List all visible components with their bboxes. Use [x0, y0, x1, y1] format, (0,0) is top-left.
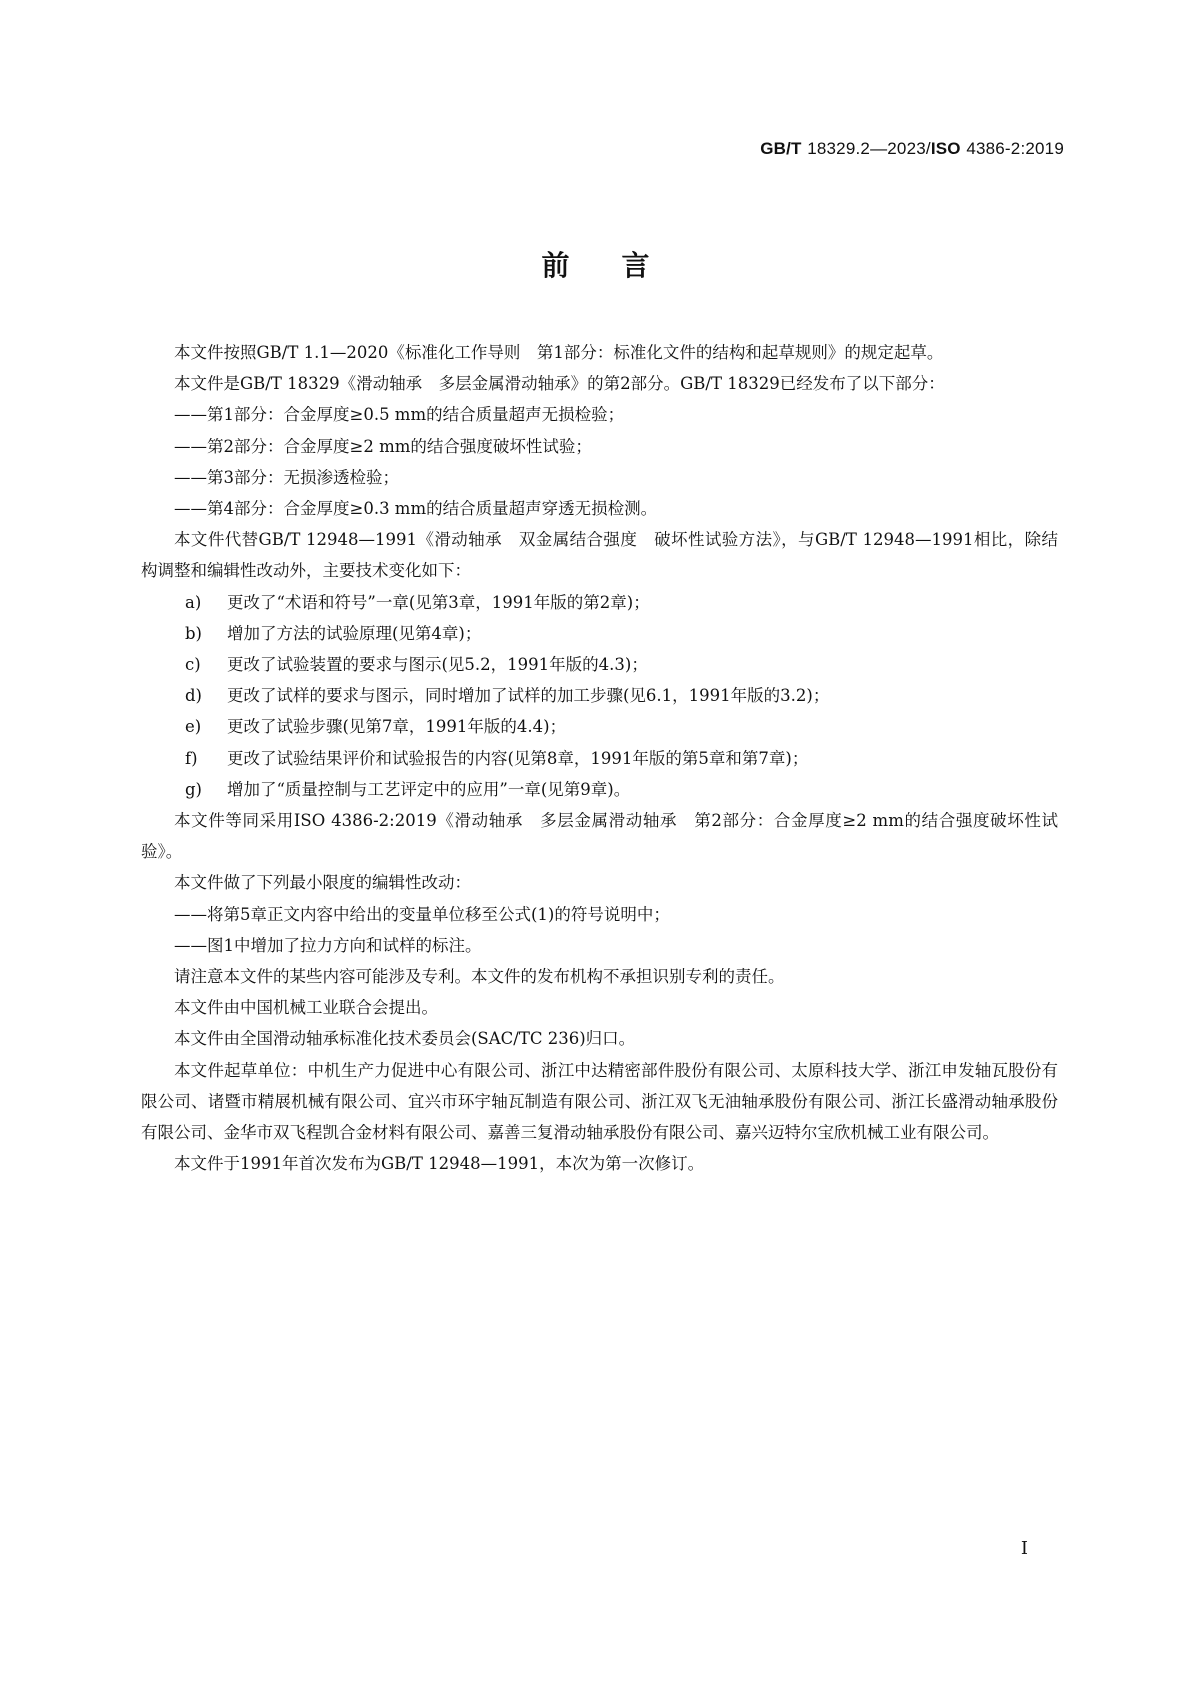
list-item: ——第3部分：无损渗透检验；: [174, 467, 399, 487]
change-item: [141, 618, 1058, 649]
paragraph: 本文件于1991年首次发布为GB/T 12948—1991，本次为第一次修订。: [174, 1154, 705, 1174]
paragraph: 本文件代替GB/T 12948—1991《滑动轴承 双金属结合强度 破坏性试验方法》，与GB/T 12948—1991相比，除结构调整和编辑性改动外，主要技术变化如下：: [141, 530, 1058, 581]
change-item: [141, 587, 1058, 618]
paragraph: 本文件起草单位：中机生产力促进中心有限公司、浙江中达精密部件股份有限公司、太原科技大学、浙江申发轴瓦股份有限公司、诸暨市精展机械有限公司、宜兴市环宇轴瓦制造有限公司、浙江双飞无油轴承股份有限公司、浙江长盛滑动轴承股份有限公司、金华市双飞程凯合金材料有限公司、嘉善三复滑动轴承股份有限公司、嘉兴迈特尔宝欣机械工业有限公司。: [141, 1060, 1058, 1143]
change-text: 增加了“质量控制与工艺评定中的应用”一章(见第9章)。: [227, 779, 631, 799]
change-text: 更改了试验装置的要求与图示(见5.2，1991年版的4.3)；: [227, 655, 648, 675]
change-label: e): [185, 717, 202, 737]
paragraph: 本文件做了下列最小限度的编辑性改动：: [174, 873, 471, 893]
change-item: [141, 774, 1058, 805]
change-label: a): [185, 592, 202, 612]
paragraph: 请注意本文件的某些内容可能涉及专利。本文件的发布机构不承担识别专利的责任。: [174, 967, 785, 987]
list-item: ——将第5章正文内容中给出的变量单位移至公式(1)的符号说明中；: [174, 904, 670, 924]
paragraph: 本文件是GB/T 18329《滑动轴承 多层金属滑动轴承》的第2部分。GB/T 18329已经发布了以下部分：: [174, 374, 945, 394]
standard-prefix: GB/T: [760, 139, 802, 158]
change-label: b): [185, 623, 202, 643]
iso-number: 4386-2:2019: [966, 139, 1064, 158]
change-item: [141, 711, 1058, 742]
change-label: g): [185, 779, 202, 799]
list-item: ——图1中增加了拉力方向和试样的标注。: [174, 935, 482, 955]
iso-prefix: ISO: [930, 139, 961, 158]
page-number: I: [1020, 1538, 1028, 1559]
change-item: [141, 743, 1058, 774]
list-item: ——第2部分：合金厚度≥2 mm的结合强度破坏性试验；: [174, 436, 592, 456]
paragraph: 本文件由中国机械工业联合会提出。: [174, 998, 438, 1018]
list-item: ——第1部分：合金厚度≥0.5 mm的结合质量超声无损检验；: [174, 405, 625, 425]
paragraph: 本文件由全国滑动轴承标准化技术委员会(SAC/TC 236)归口。: [174, 1029, 636, 1049]
paragraph: 本文件等同采用ISO 4386-2:2019《滑动轴承 多层金属滑动轴承 第2部分：合金厚度≥2 mm的结合强度破坏性试验》。: [141, 811, 1058, 862]
standard-number: 18329.2—2023/: [807, 139, 931, 158]
change-label: f): [185, 748, 198, 768]
change-label: c): [185, 655, 201, 675]
list-item: ——第4部分：合金厚度≥0.3 mm的结合质量超声穿透无损检测。: [174, 499, 658, 519]
change-text: 更改了试验结果评价和试验报告的内容(见第8章，1991年版的第5章和第7章)；: [227, 748, 809, 768]
paragraph: 本文件按照GB/T 1.1—2020《标准化工作导则 第1部分：标准化文件的结构和起草规则》的规定起草。: [174, 343, 944, 362]
foreword-body: [141, 337, 1058, 1179]
change-item: [141, 649, 1058, 680]
change-text: 更改了试验步骤(见第7章，1991年版的4.4)；: [227, 717, 567, 737]
change-text: 更改了试样的要求与图示，同时增加了试样的加工步骤(见6.1，1991年版的3.2)；: [227, 686, 830, 706]
change-text: 更改了“术语和符号”一章(见第3章，1991年版的第2章)；: [227, 592, 650, 612]
change-label: d): [185, 686, 202, 706]
page-header: [760, 139, 1064, 159]
change-text: 增加了方法的试验原理(见第4章)；: [227, 623, 482, 643]
change-item: [141, 680, 1058, 711]
page-title: 前言: [541, 249, 702, 282]
